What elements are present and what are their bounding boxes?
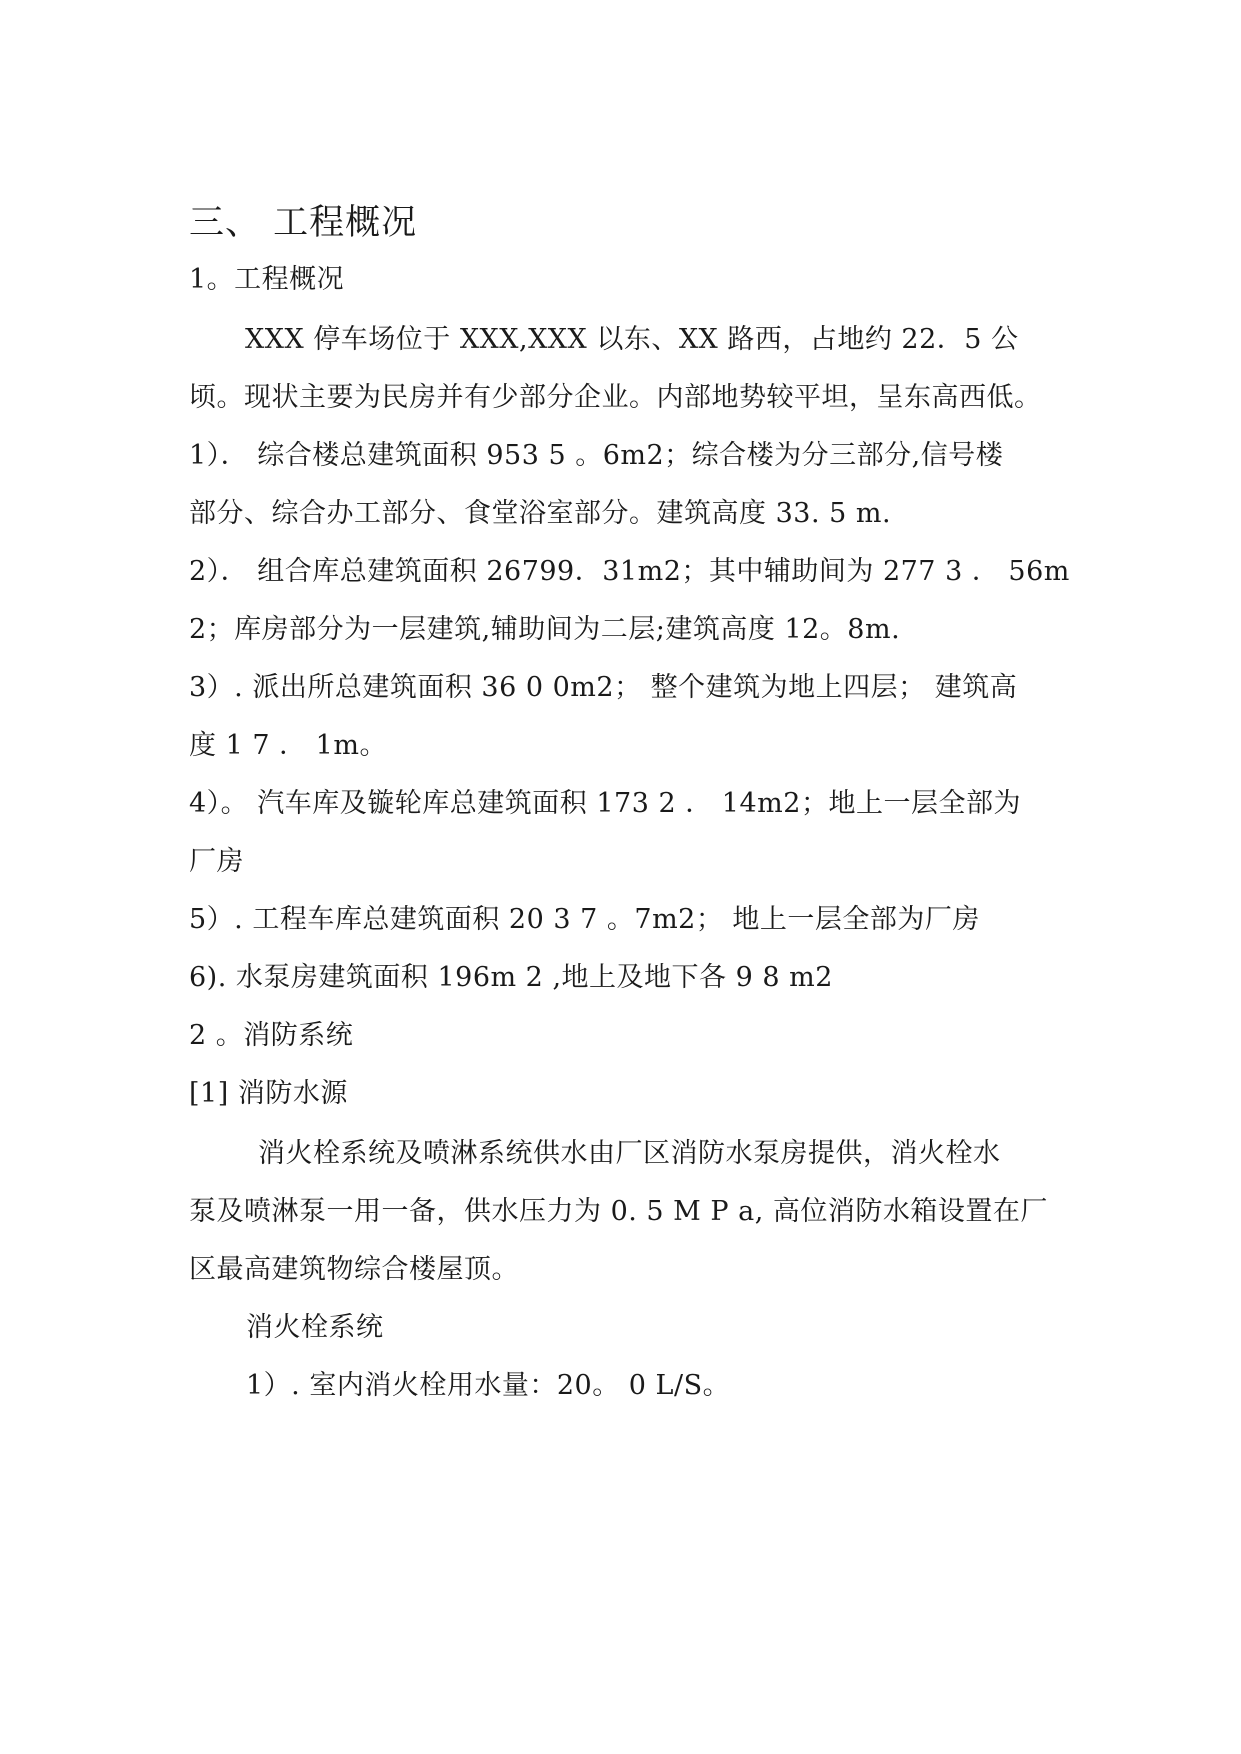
list-item-line: 厂房 [189,846,244,877]
paragraph-line: 区最高建筑物综合楼屋顶。 [189,1254,519,1285]
list-item-line: 2）． 组合库总建筑面积 26799．31m2；其中辅助间为 277 3 ． 56m [189,556,1070,587]
subsection-heading: 1。工程概况 [189,264,345,295]
list-item-line: 度 1 7 ． 1m。 [189,730,387,761]
paragraph-line: 顷。现状主要为民房并有少部分企业。内部地势较平坦，呈东高西低。 [189,382,1042,413]
subsection-heading: 2 。消防系统 [189,1020,354,1051]
paragraph-line: 泵及喷淋泵一用一备，供水压力为 0. 5 M P a, 高位消防水箱设置在厂 [189,1196,1048,1227]
paragraph-line: XXX 停车场位于 XXX,XXX 以东、XX 路西，占地约 22．5 公 [245,324,1019,355]
list-item-line: 部分、综合办工部分、食堂浴室部分。建筑高度 33. 5 m. [189,498,892,529]
list-item-line: 3）. 派出所总建筑面积 36 0 0m2； 整个建筑为地上四层； 建筑高 [189,672,1018,703]
sub-heading: [1] 消防水源 [189,1078,348,1109]
list-item-line: 1）． 综合楼总建筑面积 953 5 。6m2；综合楼为分三部分,信号楼 [189,440,1004,471]
list-item-line: 4）。 汽车库及镟轮库总建筑面积 173 2 ． 14m2；地上一层全部为 [189,788,1021,819]
section-title: 三、 工程概况 [189,203,418,243]
sub-heading: 消火栓系统 [246,1312,384,1343]
list-item-line: 2；库房部分为一层建筑,辅助间为二层;建筑高度 12。8m. [189,614,901,645]
list-item-line: 5）. 工程车库总建筑面积 20 3 7 。7m2； 地上一层全部为厂房 [189,904,980,935]
list-item-line: 1）. 室内消火栓用水量：20。 0 L/S。 [246,1370,731,1401]
list-item-line: 6). 水泵房建筑面积 196m 2 ,地上及地下各 9 8 m2 [189,962,833,993]
paragraph-line: 消火栓系统及喷淋系统供水由厂区消防水泵房提供，消火栓水 [258,1138,1001,1169]
